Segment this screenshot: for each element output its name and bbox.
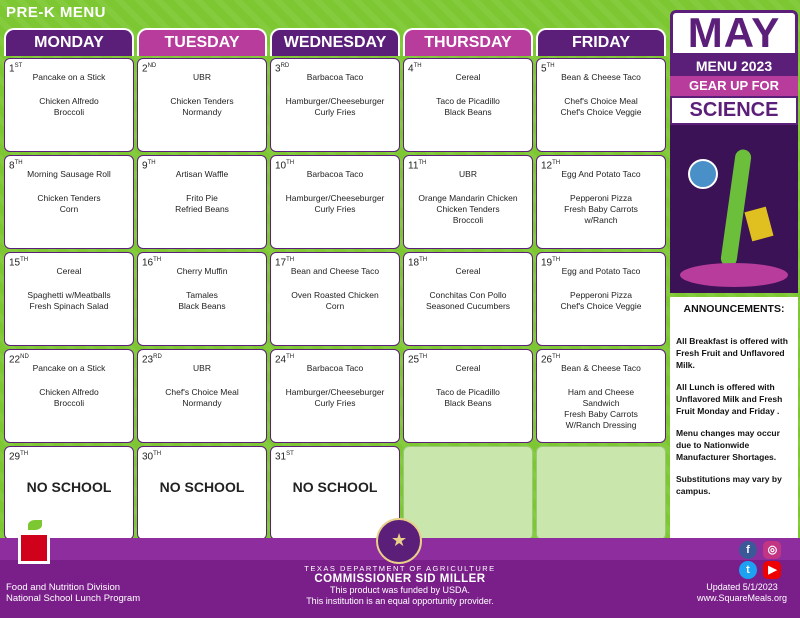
footer-left-text [6,582,140,604]
menu-item: Cereal [455,266,481,276]
date-number: 2 [142,63,148,75]
day-cell [536,58,666,152]
social-icons [738,540,786,580]
date-number: 17 [275,257,287,269]
menu-item: Chicken Tenders [436,204,500,214]
funded-label: This product was funded by USDA. [329,585,471,595]
menu-item: Ham and Cheese [567,387,635,397]
day-cell [4,58,134,152]
menu-item: Hamburger/Cheeseburger [285,193,385,203]
asparagus-mascot-illustration [670,125,798,293]
menu-item: Pepperoni Pizza [570,193,632,203]
spacer [142,180,262,193]
apple-leaf-icon [28,520,42,530]
announcements-panel [670,297,798,549]
menu-item: Orange Mandarin Chicken [418,193,518,203]
date-suffix: TH [286,160,295,166]
menu-item: Taco de Picadillo [436,96,500,106]
weekday-header-row [4,28,666,56]
spacer [142,277,262,290]
square-meals-logo-icon [18,520,50,566]
date-number: 10 [275,160,287,172]
spacer [9,277,129,290]
spacer [9,160,129,172]
date-number: 16 [142,257,154,269]
date-number: 23 [142,354,154,366]
menu-item: Pancake on a Stick [32,363,106,373]
star-icon: ★ [391,530,408,550]
menu-item: Cereal [455,72,481,82]
date-label [408,63,422,74]
date-label [541,257,560,268]
date-number: 4 [408,63,414,75]
date-number: 29 [9,451,21,463]
day-cell [403,58,533,152]
menu-item: Curly Fries [314,398,356,408]
spacer [142,83,262,96]
date-number: 5 [541,63,547,75]
date-suffix: RD [153,354,162,360]
menu-item: Black Beans [178,301,226,311]
date-suffix: TH [552,354,561,360]
spacer [9,63,129,75]
spacer [541,63,661,75]
menu-item: Fresh Baby Carrots [564,204,638,214]
menu-item: Corn [59,204,79,214]
calendar-cells [4,58,666,540]
date-number: 18 [408,257,420,269]
menu-year-label: MENU 2023 [670,56,798,76]
platform-shape [680,263,788,287]
date-suffix: TH [419,257,428,263]
menu-item: Black Beans [444,107,492,117]
menu-item: Barbacoa Taco [306,72,364,82]
day-cell [403,252,533,346]
date-number: 1 [9,63,15,75]
day-cell [403,349,533,443]
asparagus-icon [720,148,752,267]
youtube-icon[interactable]: ▶ [763,561,781,579]
announcement-item: All Breakfast is offered with Fresh Fruit and Unflavored Milk. [676,336,788,370]
program-label: National School Lunch Program [6,593,141,604]
spacer [541,180,661,193]
science-label: SCIENCE [670,96,798,125]
day-header-tuesday: TUESDAY [137,28,267,56]
day-header-monday: MONDAY [4,28,134,56]
menu-item: Barbacoa Taco [306,363,364,373]
date-label [9,354,29,365]
menu-item: Black Beans [444,398,492,408]
spacer [142,63,262,75]
menu-item: Hamburger/Cheeseburger [285,96,385,106]
menu-item: UBR [193,72,211,82]
menu-item: Bean and Cheese Taco [290,266,380,276]
menu-item: Egg and Potato Taco [561,266,641,276]
date-suffix: TH [552,160,561,166]
date-suffix: TH [419,354,428,360]
spacer [275,63,395,75]
menu-item: Chef's Choice Meal [564,96,638,106]
menu-item: Curly Fries [314,107,356,117]
menu-item: Fresh Spinach Salad [29,301,109,311]
day-cell [4,349,134,443]
updated-label: Updated 5/1/2023 [706,582,778,592]
menu-item: Broccoli [452,215,484,225]
spacer [408,374,528,387]
date-suffix: ST [14,63,23,69]
date-number: 22 [9,354,21,366]
date-suffix: ST [286,451,294,457]
spacer [408,277,528,290]
globe-icon [688,159,718,189]
equal-opportunity-label: This institution is an equal opportunity provider. [306,596,494,606]
menu-item: Conchitas Con Pollo [429,290,507,300]
date-number: 9 [142,160,148,172]
date-suffix: TH [546,63,555,69]
date-suffix: TH [147,160,156,166]
empty-cell [536,446,666,540]
menu-item: Cereal [455,363,481,373]
menu-item: Oven Roasted Chicken [291,290,379,300]
spacer [408,180,528,193]
month-label: MAY [670,10,798,56]
date-label [541,160,560,171]
commissioner-label: COMMISSIONER SID MILLER [314,573,486,585]
menu-item: Taco de Picadillo [436,387,500,397]
day-cell [137,155,267,249]
facebook-icon[interactable]: f [739,541,757,559]
footer-right-text [688,582,796,604]
menu-item: UBR [193,363,211,373]
menu-item: Normandy [182,107,222,117]
menu-item: Chicken Tenders [37,193,101,203]
menu-item: Artisan Waffle [175,169,229,179]
date-suffix: TH [552,257,561,263]
date-label [275,451,294,462]
menu-item: Bean & Cheese Taco [561,72,641,82]
menu-item: Curly Fries [314,204,356,214]
no-school-label: NO SCHOOL [26,479,112,495]
day-cell [270,252,400,346]
spacer [275,277,395,290]
date-number: 8 [9,160,15,172]
tda-label: TEXAS DEPARTMENT OF AGRICULTURE [304,564,496,573]
date-suffix: TH [413,63,422,69]
menu-item: Pancake on a Stick [32,72,106,82]
menu-item: Chef's Choice Veggie [560,301,642,311]
menu-item: Chicken Tenders [170,96,234,106]
date-number: 30 [142,451,154,463]
day-cell [536,155,666,249]
date-number: 25 [408,354,420,366]
menu-item: W/Ranch Dressing [565,420,637,430]
day-cell [137,446,267,540]
day-cell [137,349,267,443]
menu-calendar [2,28,666,540]
menu-item: Chef's Choice Meal [165,387,239,397]
menu-item: Normandy [182,398,222,408]
date-label [9,451,28,462]
texas-seal-icon [376,518,422,564]
date-number: 12 [541,160,553,172]
no-school-label: NO SCHOOL [292,479,378,495]
date-suffix: TH [20,257,29,263]
day-cell [536,252,666,346]
gear-up-label: GEAR UP FOR [670,76,798,96]
menu-item: Cereal [56,266,82,276]
day-header-thursday: THURSDAY [403,28,533,56]
spacer [541,374,661,387]
division-label: Food and Nutrition Division [6,582,121,593]
date-label [142,451,161,462]
spacer [9,180,129,193]
spacer [541,83,661,96]
date-label [142,63,156,74]
menu-item: Bean & Cheese Taco [561,363,641,373]
day-header-wednesday: WEDNESDAY [270,28,400,56]
date-suffix: TH [286,257,295,263]
day-cell [270,155,400,249]
spacer [275,374,395,387]
date-label [408,257,427,268]
day-cell [270,58,400,152]
announcements-title: ANNOUNCEMENTS: [683,303,785,315]
date-label [541,63,555,74]
menu-item: UBR [459,169,477,179]
spacer [541,277,661,290]
spacer [9,83,129,96]
date-number: 3 [275,63,281,75]
date-label [142,354,162,365]
date-label [9,160,23,171]
twitter-icon[interactable]: t [739,561,757,579]
date-suffix: TH [153,451,162,457]
menu-item: Chicken Alfredo [39,96,99,106]
date-number: 26 [541,354,553,366]
date-suffix: TH [14,160,23,166]
day-cell [270,349,400,443]
date-suffix: TH [286,354,295,360]
footer-center-text [280,564,520,607]
date-label [275,160,294,171]
menu-item: Spaghetti w/Meatballs [27,290,111,300]
spacer [9,374,129,387]
day-cell [4,155,134,249]
day-cell [137,252,267,346]
announcement-item: Substitutions may vary by campus. [676,474,782,496]
date-suffix: ND [147,63,157,69]
menu-item: Tamales [186,290,218,300]
menu-item: Chef's Choice Veggie [560,107,642,117]
date-number: 19 [541,257,553,269]
menu-item: Barbacoa Taco [306,169,364,179]
sidebar [670,10,798,549]
instagram-icon[interactable]: ◎ [763,541,781,559]
day-cell [403,155,533,249]
menu-item: Chicken Alfredo [39,387,99,397]
announcement-item: Menu changes may occur due to Nationwide Manufacturer Shortages. [676,428,780,462]
menu-item: w/Ranch [584,215,618,225]
date-label [9,257,28,268]
menu-item: Broccoli [53,398,85,408]
date-suffix: TH [153,257,162,263]
date-label [275,354,294,365]
empty-cell [403,446,533,540]
red-square-icon [18,532,50,564]
date-label [275,63,289,74]
spacer [275,180,395,193]
spacer [275,83,395,96]
menu-item: Frito Pie [186,193,218,203]
date-label [275,257,294,268]
menu-item: Broccoli [53,107,85,117]
book-icon [744,207,773,242]
date-label [541,354,560,365]
date-number: 24 [275,354,287,366]
date-number: 15 [9,257,21,269]
menu-item: Corn [325,301,345,311]
date-label [9,63,22,74]
announcement-item: All Lunch is offered with Unflavored Milk and Fresh Fruit Monday and Friday . [676,382,783,416]
date-label [408,354,427,365]
menu-item: Cherry Muffin [176,266,228,276]
menu-item: Morning Sausage Roll [27,169,111,179]
date-label [142,160,156,171]
menu-item: Refried Beans [175,204,229,214]
day-cell [137,58,267,152]
page-title: PRE-K MENU [6,4,107,21]
menu-item: Sandwich [582,398,620,408]
date-suffix: ND [20,354,29,360]
menu-item: Fresh Baby Carrots [564,409,638,419]
menu-item: Seasoned Cucumbers [425,301,511,311]
date-suffix: TH [418,160,427,166]
date-label [142,257,161,268]
menu-item: Egg And Potato Taco [561,169,641,179]
date-suffix: TH [20,451,29,457]
date-label [408,160,426,171]
day-cell [4,252,134,346]
menu-item: Hamburger/Cheeseburger [285,387,385,397]
spacer [142,374,262,387]
date-suffix: RD [280,63,290,69]
date-number: 11 [408,160,419,172]
date-number: 31 [275,451,287,463]
website-link[interactable]: www.SquareMeals.org [696,593,788,603]
spacer [408,63,528,75]
spacer [408,83,528,96]
day-cell [536,349,666,443]
day-header-friday: FRIDAY [536,28,666,56]
spacer [142,160,262,172]
menu-item: Pepperoni Pizza [570,290,632,300]
no-school-label: NO SCHOOL [159,479,245,495]
